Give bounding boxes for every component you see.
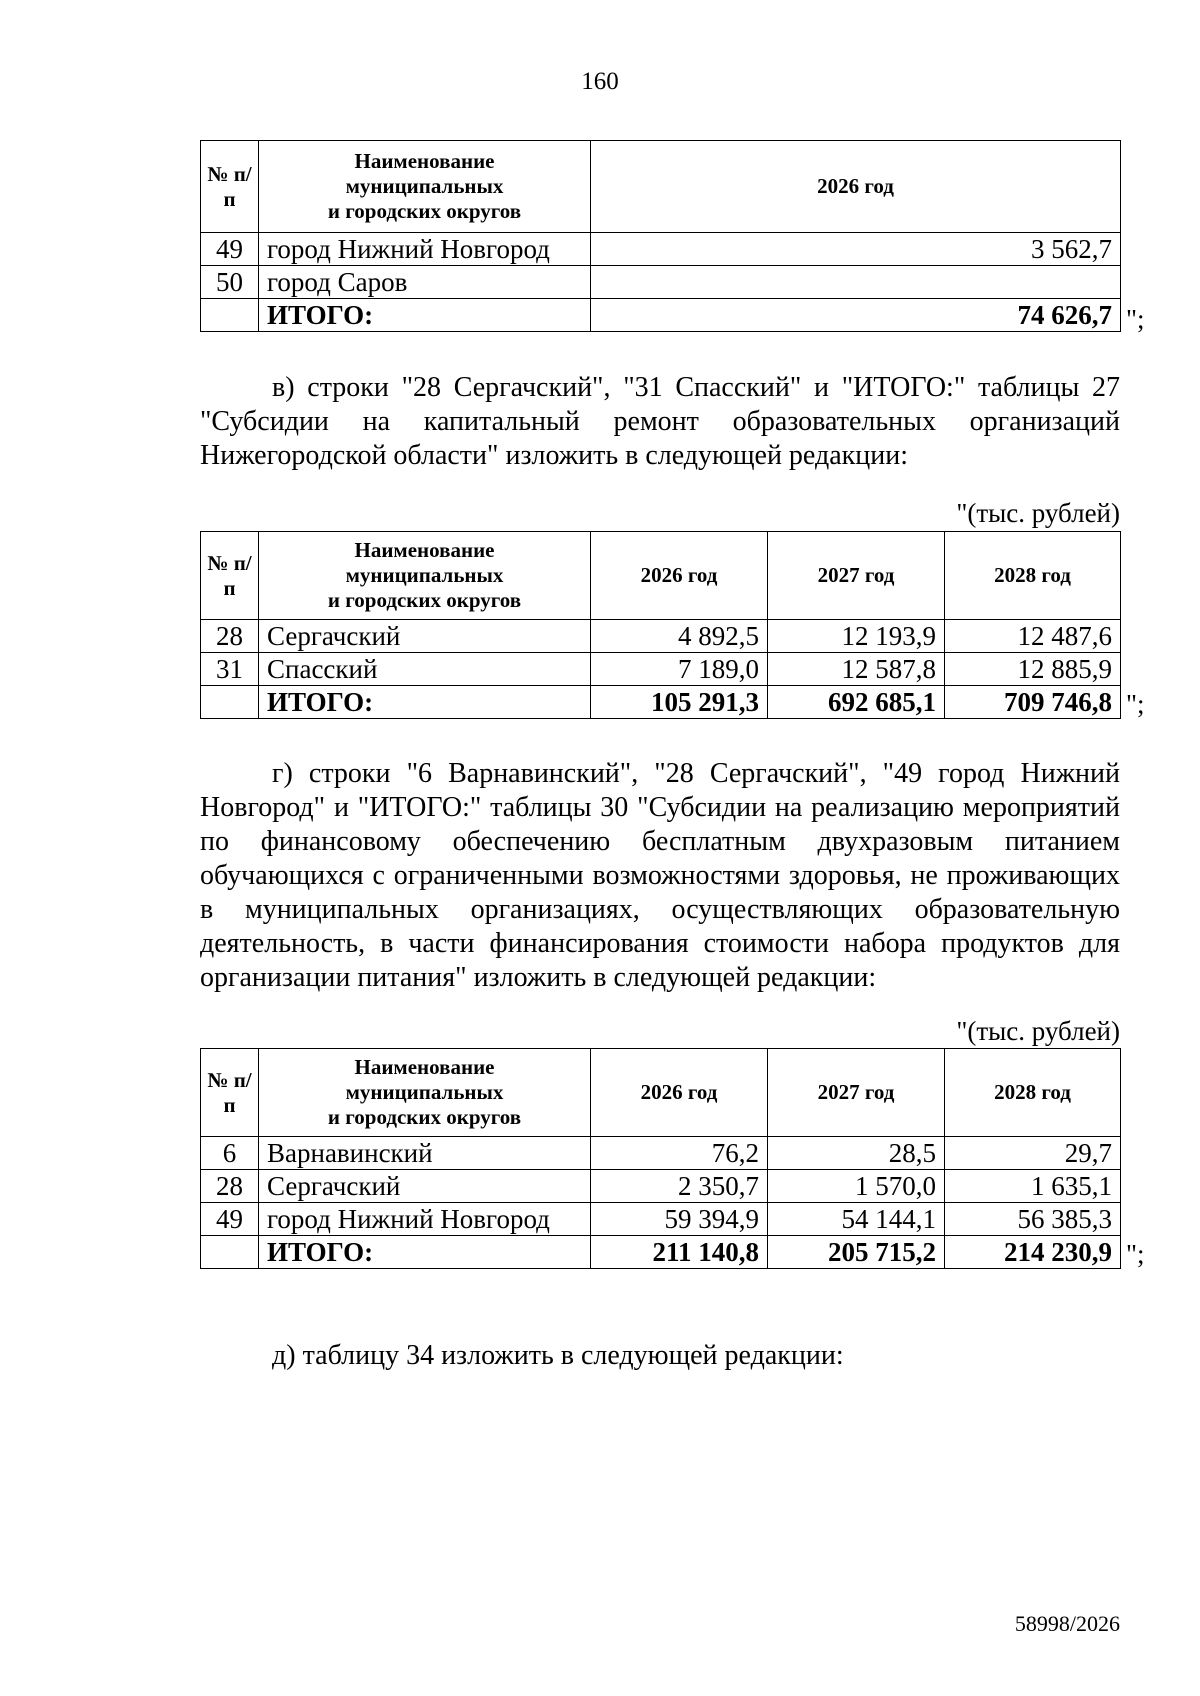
col-header-name-line-1: Наименование [354, 1055, 495, 1079]
row-number: 49 [201, 1203, 259, 1236]
col-header-name-line-3: и городских округов [327, 199, 522, 223]
closing-quote-mark: "; [1126, 689, 1145, 719]
row-value-2028: 56 385,3 [945, 1203, 1121, 1236]
row-value-2028: 1 635,1 [945, 1170, 1121, 1203]
col-header-no: № п/п [201, 532, 259, 620]
row-value-2026: 7 189,0 [591, 653, 768, 686]
total-number-empty [201, 299, 259, 332]
col-header-no: № п/п [201, 141, 259, 233]
row-value-2026: 3 562,7 [591, 233, 1121, 266]
paragraph-v: в) строки "28 Сергачский", "31 Спасский" и "ИТОГО:" таблицы 27 "Субсидии на капитальный ремонт образовательных организаций Нижегородской области" изложить в следующей редакции: [200, 372, 1120, 471]
col-header-name [259, 1049, 591, 1137]
row-value-2026: 59 394,9 [591, 1203, 768, 1236]
total-row [201, 1236, 1121, 1269]
row-value-2027: 28,5 [768, 1137, 945, 1170]
total-value-2026: 211 140,8 [591, 1236, 768, 1269]
row-number: 28 [201, 620, 259, 653]
document-code: 58998/2026 [1014, 1611, 1120, 1636]
table-1-header-row [201, 141, 1121, 233]
row-value-2028: 12 885,9 [945, 653, 1121, 686]
col-header-2028: 2028 год [945, 532, 1121, 620]
table-3-header-row [201, 1049, 1121, 1137]
row-name: город Саров [259, 266, 591, 299]
total-value-2026: 74 626,7 [591, 299, 1121, 332]
row-value-2026: 4 892,5 [591, 620, 768, 653]
paragraph-d: д) таблицу 34 изложить в следующей редакции: [272, 1340, 844, 1371]
row-value-2027: 12 193,9 [768, 620, 945, 653]
row-number: 28 [201, 1170, 259, 1203]
total-label: ИТОГО: [259, 299, 591, 332]
col-header-2026: 2026 год [591, 532, 768, 620]
row-value-2026: 76,2 [591, 1137, 768, 1170]
row-value-2028: 29,7 [945, 1137, 1121, 1170]
row-number: 31 [201, 653, 259, 686]
table-row [201, 1170, 1121, 1203]
total-value-2026: 105 291,3 [591, 686, 768, 719]
table-3-wrapper [200, 1048, 1121, 1269]
total-label: ИТОГО: [259, 686, 591, 719]
col-header-name-line-2: муниципальных [345, 174, 504, 198]
total-label: ИТОГО: [259, 1236, 591, 1269]
total-number-empty [201, 686, 259, 719]
table-row [201, 1203, 1121, 1236]
table-3 [200, 1048, 1121, 1269]
row-number: 49 [201, 233, 259, 266]
table-2 [200, 531, 1121, 719]
total-value-2028: 709 746,8 [945, 686, 1121, 719]
row-value-2026 [591, 266, 1121, 299]
total-row [201, 299, 1121, 332]
row-name: Сергачский [259, 620, 591, 653]
total-value-2027: 692 685,1 [768, 686, 945, 719]
row-name: Сергачский [259, 1170, 591, 1203]
total-row [201, 686, 1121, 719]
total-number-empty [201, 1236, 259, 1269]
total-value-2028: 214 230,9 [945, 1236, 1121, 1269]
row-name: город Нижний Новгород [259, 1203, 591, 1236]
closing-quote-mark: "; [1126, 304, 1145, 334]
table-row [201, 1137, 1121, 1170]
table-row [201, 266, 1121, 299]
row-number: 50 [201, 266, 259, 299]
col-header-2028: 2028 год [945, 1049, 1121, 1137]
table-row [201, 233, 1121, 266]
table-2-header-row [201, 532, 1121, 620]
table-row [201, 653, 1121, 686]
col-header-name [259, 141, 591, 233]
total-value-2027: 205 715,2 [768, 1236, 945, 1269]
col-header-no: № п/п [201, 1049, 259, 1137]
table-1-wrapper [200, 140, 1121, 332]
units-label: "(тыс. рублей) [956, 498, 1120, 528]
table-1 [200, 140, 1121, 332]
closing-quote-mark: "; [1126, 1239, 1145, 1269]
col-header-2027: 2027 год [768, 532, 945, 620]
col-header-name-line-3: и городских округов [327, 588, 522, 612]
col-header-name-line-2: муниципальных [345, 563, 504, 587]
col-header-name-line-2: муниципальных [345, 1080, 504, 1104]
row-value-2028: 12 487,6 [945, 620, 1121, 653]
row-name: Варнавинский [259, 1137, 591, 1170]
row-value-2027: 54 144,1 [768, 1203, 945, 1236]
table-2-wrapper [200, 531, 1121, 719]
col-header-2026: 2026 год [591, 141, 1121, 233]
col-header-name-line-3: и городских округов [327, 1105, 522, 1129]
col-header-2026: 2026 год [591, 1049, 768, 1137]
units-label: "(тыс. рублей) [956, 1016, 1120, 1046]
row-value-2027: 1 570,0 [768, 1170, 945, 1203]
col-header-name-line-1: Наименование [354, 149, 495, 173]
table-row [201, 620, 1121, 653]
col-header-name [259, 532, 591, 620]
row-name: город Нижний Новгород [259, 233, 591, 266]
row-value-2026: 2 350,7 [591, 1170, 768, 1203]
paragraph-g: г) строки "6 Варнавинский", "28 Сергачский", "49 город Нижний Новгород" и "ИТОГО:" таблицы 30 "Субсидии на реализацию мероприятий по финансовому обеспечению бесплатным двухразовым питанием обучающихся с ограниченными возможностями здоровья, не проживающих в муниципальных организациях, осуществляющих образовательную деятельность, в части финансирования стоимости набора продуктов для организации питания" изложить в следующей редакции: [200, 758, 1120, 993]
row-value-2027: 12 587,8 [768, 653, 945, 686]
col-header-name-line-1: Наименование [354, 538, 495, 562]
page-number: 160 [581, 68, 619, 95]
row-name: Спасский [259, 653, 591, 686]
row-number: 6 [201, 1137, 259, 1170]
col-header-2027: 2027 год [768, 1049, 945, 1137]
